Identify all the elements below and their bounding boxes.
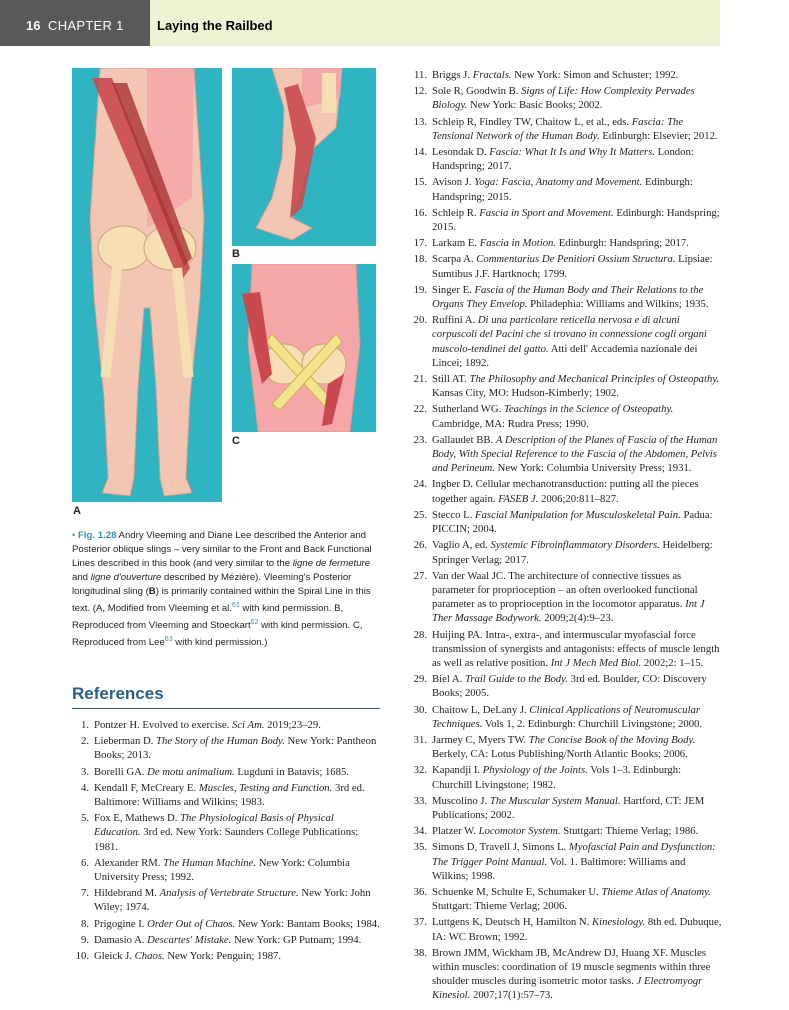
reference-title: Fascia of the Human Body and Their Relations to the Organs They Envelop. <box>432 283 704 311</box>
reference-text: Kendall F, McCreary E. <box>94 781 199 794</box>
reference-text: Alexander RM. <box>94 856 164 869</box>
reference-text: Briggs J. <box>432 69 473 81</box>
reference-text: Fox E, Mathews D. <box>94 812 181 825</box>
reference-text: Schuenke M, Schulte E, Schumaker U. <box>432 885 602 898</box>
reference-item <box>72 734 380 762</box>
reference-publication: 8th ed. Dubuque, IA: WC Brown; 1992. <box>432 916 722 943</box>
reference-text: Prigogine I. <box>94 917 148 930</box>
reference-publication: New York: Basic Books; 2002. <box>467 99 603 112</box>
references-list-left <box>72 718 380 965</box>
reference-text: Gallaudet BB. <box>432 433 496 446</box>
reference-title: Yoga: Fascia, Anatomy and Movement. <box>474 176 643 189</box>
reference-number: 20. <box>413 314 427 327</box>
reference-text: Chaitow L, DeLany J. <box>432 703 530 716</box>
reference-text: Larkam E. <box>432 237 480 250</box>
reference-title: Systemic Fibroinflammatory Disorders. <box>490 539 660 552</box>
figure-label-b: B <box>232 248 240 260</box>
reference-number: 29. <box>413 673 427 686</box>
reference-text: Scarpa A. <box>432 253 477 266</box>
chapter-title: Laying the Railbed <box>157 18 273 33</box>
reference-number: 21. <box>413 373 427 386</box>
reference-text: Jarmey C, Myers TW. <box>432 733 529 746</box>
reference-publication: New York: Simon and Schuster; 1992. <box>511 69 679 81</box>
reference-title: De motu animalium. <box>147 765 235 778</box>
reference-title: Signs of Life: How Complexity Pervades Biology. <box>432 85 695 112</box>
reference-item <box>410 628 722 671</box>
reference-title: Thieme Atlas of Anatomy. <box>601 885 711 898</box>
reference-number: 4. <box>80 781 89 794</box>
reference-title: Kinesiology. <box>592 916 646 929</box>
reference-text: Stecco L. <box>432 508 476 521</box>
reference-publication: Vols 1–3. Edinburgh: Churchill Livingstone; 1982. <box>432 764 682 791</box>
reference-publication: New York: Penguin; 1987. <box>164 950 282 963</box>
reference-publication: 2007;17(1):57–73. <box>470 989 553 1002</box>
reference-title: Order Out of Chaos. <box>147 917 236 930</box>
reference-number: 13. <box>413 115 427 128</box>
reference-publication: Edinburgh: Handspring; 2015. <box>432 206 720 234</box>
reference-text: Kapandji I. <box>432 764 483 777</box>
reference-text: Gleick J. <box>94 950 135 963</box>
reference-number: 27. <box>413 569 427 582</box>
reference-number: 19. <box>413 283 427 296</box>
reference-number: 28. <box>413 628 427 641</box>
reference-title: Fascia: What It Is and Why It Matters. <box>489 146 655 159</box>
reference-item <box>410 508 722 536</box>
reference-number: 36. <box>413 885 427 898</box>
reference-publication: New York: Columbia University Press; 1992. <box>94 856 350 884</box>
reference-number: 26. <box>413 539 427 552</box>
reference-item <box>410 794 722 822</box>
reference-number: 32. <box>413 764 427 777</box>
reference-text: Singer E. <box>432 283 475 296</box>
reference-title: Clinical Applications of Neuromuscular Techniques. <box>432 703 701 730</box>
reference-number: 10. <box>75 950 89 963</box>
reference-publication: Stuttgart: Thieme Verlag; 2006. <box>432 900 567 913</box>
chapter-header-tab <box>0 0 150 46</box>
reference-number: 37. <box>413 916 427 929</box>
reference-item <box>410 824 722 838</box>
reference-publication: 3rd ed. Boulder, CO: Discovery Books; 2005. <box>432 673 707 700</box>
reference-title: Commentarius De Penitiori Ossium Structura. <box>476 253 676 266</box>
reference-text: Lieberman D. <box>94 735 157 748</box>
reference-publication: Berkely, CA: Lotus Publishing/North Atlantic Books; 2006. <box>432 748 688 761</box>
reference-publication: Edinburgh: Elsevier; 2012. <box>599 129 718 142</box>
reference-title: Fascia in Motion. <box>479 237 557 250</box>
reference-text: Schleip R, Findley TW, Chaitow L, et al., eds. <box>432 115 632 128</box>
reference-number: 15. <box>413 176 427 189</box>
reference-item <box>72 856 380 884</box>
figure-caption: • Fig. 1.28 Andry Vleeming and Diane Lee described the Anterior and Posterior oblique slings – very similar to the Front and Back Functional Lines described in this book (and very similar to the ligne de fermeture and ligne d'ouverture described by Mézière). Vleeming's Posterior longitudinal sling (B) is primarily contained within the Spiral Line in this text. (A, Modified from Vleeming et al.$^{61}$ with kind permission. B, Reproduced from Vleeming and Stoeckart$^{62}$ with kind permission. C, Reproduced from Lee$^{63}$ with kind permission.) <box>72 530 372 649</box>
reference-publication: Cambridge, MA: Rudra Press; 1990. <box>432 417 589 430</box>
reference-title: Fascia: The Tensional Network of the Human Body. <box>432 115 684 142</box>
reference-item <box>410 206 722 234</box>
reference-publication: Lugduni in Batavis; 1685. <box>234 765 350 778</box>
reference-title: Teachings in the Science of Osteopathy. <box>503 403 674 416</box>
references-rule <box>72 708 380 709</box>
reference-item <box>72 949 380 963</box>
reference-title: Fascial Manipulation for Musculoskeletal Pain. <box>475 508 681 521</box>
reference-text: Simons D, Travell J, Simons L. <box>432 841 569 854</box>
reference-number: 22. <box>413 403 427 416</box>
reference-item <box>410 915 722 943</box>
reference-title: A Description of the Planes of Fascia of the Human Body, With Special Reference to the Fascia of the Abdomen, Pelvis and Perineum. <box>432 433 718 475</box>
reference-title: J Electromyogr Kinesiol. <box>432 975 703 1002</box>
reference-number: 25. <box>413 508 427 521</box>
reference-text: Ruffini A. <box>432 314 478 327</box>
reference-number: 8. <box>80 917 89 930</box>
reference-publication: Hartford, CT: JEM Publications; 2002. <box>432 794 705 821</box>
reference-publication: 2009;2(4):9–23. <box>541 612 614 625</box>
reference-text: Sutherland WG. <box>432 403 504 416</box>
reference-title: Analysis of Vertebrate Structure. <box>159 887 299 900</box>
reference-publication: 3rd ed. Baltimore: Williams and Wilkins; 1983. <box>94 781 365 809</box>
reference-item <box>410 703 722 731</box>
reference-publication: Vols 1, 2. Edinburgh: Churchill Livingstone; 2000. <box>482 717 703 730</box>
reference-item <box>410 672 722 700</box>
reference-publication: 3rd ed. New York: Saunders College Publications; 1981. <box>94 826 359 853</box>
reference-text: Avison J. <box>432 176 475 189</box>
reference-publication: Atti dell' Accademia nazionale dei Lincei; 1892. <box>432 342 698 369</box>
reference-text: Borelli GA. <box>94 765 148 778</box>
reference-number: 35. <box>413 841 427 854</box>
reference-number: 34. <box>413 825 427 838</box>
reference-publication: Edinburgh: Handspring; 2017. <box>556 237 689 250</box>
reference-title: Chaos. <box>134 950 165 963</box>
reference-item <box>410 145 722 173</box>
references-heading: References <box>72 684 164 703</box>
page-number: 16 <box>26 18 41 33</box>
reference-title: Descartes' Mistake. <box>147 933 232 946</box>
reference-number: 38. <box>413 946 427 959</box>
reference-item <box>72 781 380 809</box>
reference-number: 1. <box>80 719 89 731</box>
reference-title: Muscles, Testing and Function. <box>198 781 333 794</box>
reference-publication: 2002;2: 1–15. <box>641 656 704 669</box>
reference-item <box>410 252 722 280</box>
reference-text: Muscolino J. <box>432 794 490 807</box>
reference-number: 31. <box>413 733 427 746</box>
reference-number: 24. <box>413 478 427 491</box>
reference-publication: New York: John Wiley; 1974. <box>94 887 371 914</box>
reference-title: Myofascial Pain and Dysfunction: The Trigger Point Manual. <box>432 841 716 868</box>
reference-item <box>72 765 380 779</box>
reference-title: Locomotor System. <box>478 825 561 838</box>
references-list-right <box>410 68 722 1005</box>
reference-item <box>410 283 722 311</box>
reference-text: Vaglio A, ed. <box>432 539 491 552</box>
reference-item <box>410 175 722 203</box>
reference-title: Trail Guide to the Body. <box>464 673 568 686</box>
reference-title: The Human Machine. <box>163 856 257 869</box>
reference-item <box>410 115 722 143</box>
reference-number: 17. <box>413 237 427 250</box>
reference-item <box>410 763 722 791</box>
reference-text: Still AT. <box>432 373 470 386</box>
reference-publication: New York: Bantam Books; 1984. <box>235 917 380 930</box>
reference-item <box>410 538 722 566</box>
reference-number: 2. <box>80 735 89 748</box>
reference-number: 33. <box>413 794 427 807</box>
reference-number: 7. <box>80 887 89 900</box>
reference-text: Pontzer H. Evolved to exercise. <box>94 719 233 731</box>
reference-publication: London: Handspring; 2017. <box>432 146 694 173</box>
reference-number: 18. <box>413 253 427 266</box>
reference-item <box>410 372 722 400</box>
reference-publication: Vol. 1. Baltimore: Williams and Wilkins; 1998. <box>432 855 686 882</box>
reference-number: 23. <box>413 433 427 446</box>
reference-publication: New York: GP Putnam; 1994. <box>231 933 362 946</box>
reference-title: Fascia in Sport and Movement. <box>479 206 614 219</box>
reference-title: The Story of the Human Body. <box>156 735 285 748</box>
reference-item <box>72 917 380 931</box>
reference-number: 5. <box>80 812 89 825</box>
figure-label-a: A <box>73 505 81 517</box>
reference-publication: 2006;20:811–827. <box>538 492 619 505</box>
reference-item <box>410 236 722 250</box>
reference-text: Huijing PA. Intra-, extra-, and intermuscular myofascial force transmission of synergists and antagonists: effects of muscle length as well as relative position. <box>432 628 720 669</box>
reference-number: 16. <box>413 206 427 219</box>
reference-item <box>410 433 722 476</box>
reference-text: Damasio A. <box>94 933 148 946</box>
reference-item <box>72 718 380 732</box>
reference-text: Lesondak D. <box>432 146 490 159</box>
reference-publication: Stuttgart: Thieme Verlag; 1986. <box>560 825 699 838</box>
reference-publication: 2019;23–29. <box>264 719 321 731</box>
reference-number: 9. <box>80 933 89 946</box>
reference-title: Fractals. <box>472 69 512 81</box>
reference-text: Platzer W. <box>432 825 479 838</box>
reference-text: Sole R, Goodwin B. <box>432 85 522 98</box>
reference-text: Biel A. <box>432 673 465 686</box>
reference-number: 30. <box>413 703 427 716</box>
reference-publication: Kansas City, MO: Hudson-Kimberly; 1902. <box>432 387 619 400</box>
reference-title: Int J Ther Massage Bodywork. <box>432 598 705 625</box>
reference-text: Hildebrand M. <box>94 887 160 900</box>
reference-item <box>410 840 722 883</box>
reference-item <box>410 733 722 761</box>
reference-publication: Heidelberg: Springer Verlag; 2017. <box>432 539 713 566</box>
reference-number: 12. <box>413 85 427 98</box>
reference-item <box>410 84 722 112</box>
reference-item <box>410 946 722 1003</box>
reference-number: 3. <box>80 765 89 778</box>
reference-publication: Edinburgh: Handspring; 2015. <box>432 176 693 203</box>
reference-text: Luttgens K, Deutsch H, Hamilton N. <box>432 916 592 929</box>
reference-number: 11. <box>414 69 427 81</box>
reference-item <box>72 933 380 947</box>
reference-item <box>410 313 722 370</box>
figure-label-c: C <box>232 435 240 447</box>
reference-publication: Padua: PICCIN; 2004. <box>432 508 713 536</box>
reference-publication: New York: Pantheon Books; 2013. <box>94 735 377 762</box>
reference-item <box>410 477 722 505</box>
reference-publication: Philadephia: Williams and Wilkins; 1935. <box>527 298 709 311</box>
reference-title: Physiology of the Joints. <box>482 764 588 777</box>
reference-title: The Concise Book of the Moving Body. <box>528 733 696 746</box>
reference-number: 6. <box>80 856 89 869</box>
reference-publication: Lipsiae: Sumtibus J.F. Hartknoch; 1799. <box>432 253 713 280</box>
reference-title: The Muscular System Manual. <box>489 794 621 807</box>
figure-panel-b <box>232 68 376 246</box>
figure-panel-c <box>232 264 376 432</box>
reference-publication: New York: Columbia University Press; 1931. <box>494 462 692 475</box>
reference-item <box>410 885 722 913</box>
reference-title: FASEB J. <box>498 492 539 505</box>
reference-text: Van der Waal JC. The architecture of connective tissues as parameter for proprioception – an often overlooked functional parameter as to proprioception in the locomotor apparatus. <box>432 569 698 611</box>
chapter-label: CHAPTER 1 <box>48 18 124 33</box>
reference-number: 14. <box>413 146 427 159</box>
reference-item <box>410 402 722 430</box>
reference-text: Brown JMM, Wickham JB, McAndrew DJ, Huang XF. Muscles within muscles: coordination of 19 muscle segments within three shoulder muscles during isometric motor tasks. <box>432 946 711 988</box>
reference-title: Di una particolare reticella nervosa e di alcuni corpuscoli del Pacini che si trovano in connessione cogli organi muscolo-tendinei del gatto. <box>432 314 707 355</box>
reference-text: Schleip R. <box>432 206 480 219</box>
reference-item <box>72 886 380 914</box>
reference-item <box>410 68 722 82</box>
reference-text: Ingber D. Cellular mechanotransduction: putting all the pieces together again. <box>432 478 699 505</box>
reference-title: The Physiological Basis of Physical Education. <box>94 812 334 839</box>
reference-item <box>410 569 722 626</box>
reference-title: Int J Mech Med Biol. <box>550 656 642 669</box>
reference-item <box>72 811 380 854</box>
reference-title: Sci Am. <box>232 719 265 731</box>
figure-panel-a <box>72 68 222 502</box>
reference-title: The Philosophy and Mechanical Principles of Osteopathy. <box>469 373 720 386</box>
